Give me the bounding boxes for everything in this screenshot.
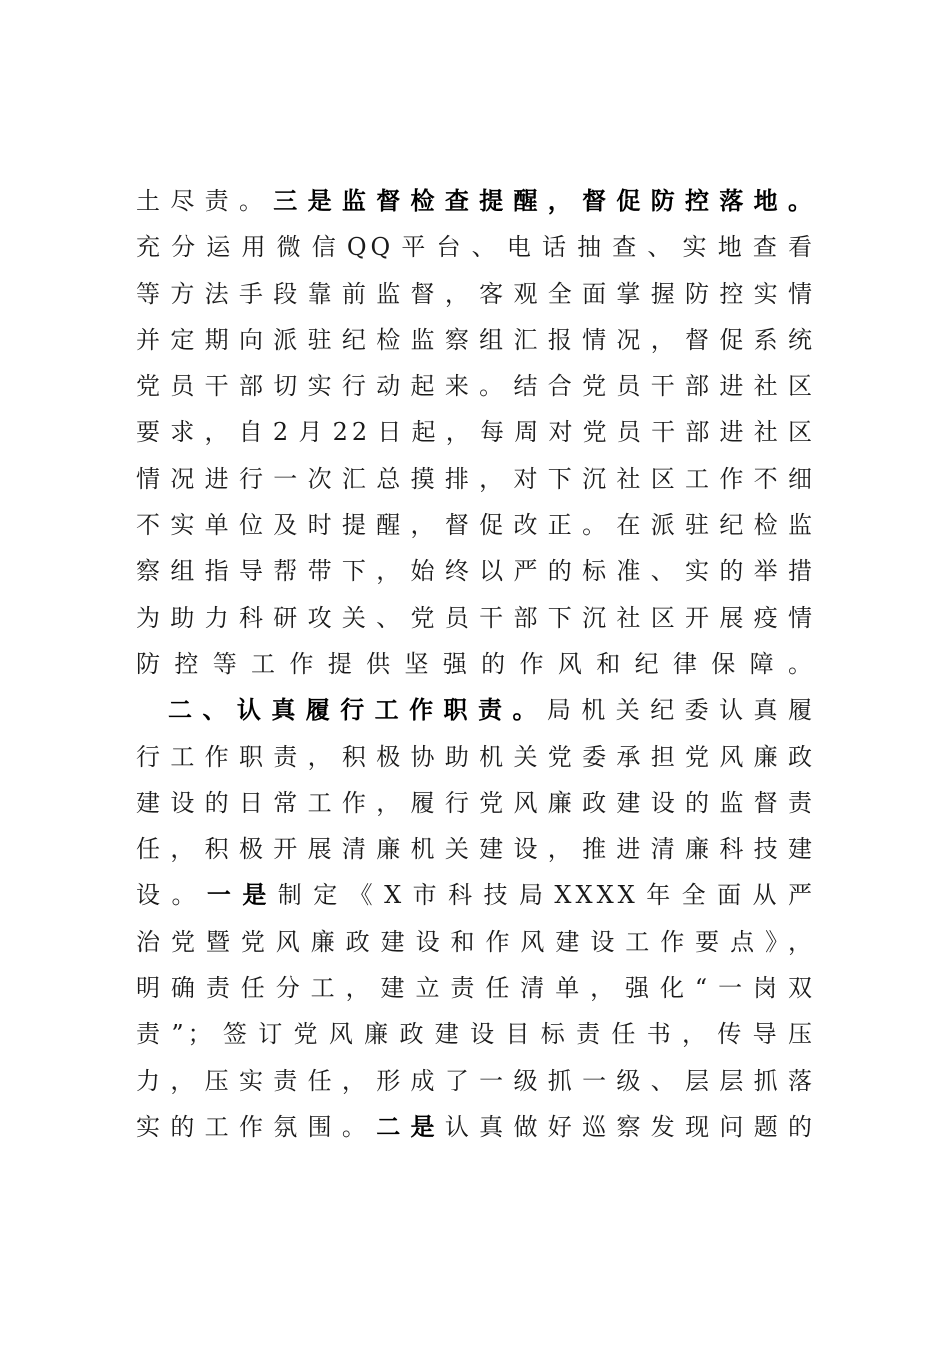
- bold-text-segment: 二、认真履行工作职责。: [168, 695, 547, 725]
- text-segment: 充分运用微信QQ平台、电话抽查、实地查看: [136, 233, 816, 262]
- text-segment: 力，压实责任，形成了一级抓一级、层层抓落: [136, 1066, 816, 1095]
- text-line: [136, 1104, 816, 1150]
- text-segment: 察组指导帮带下，始终以严的标准、实的举措: [136, 557, 816, 586]
- text-line: [136, 363, 816, 409]
- body-text: [136, 178, 816, 1150]
- text-line: [136, 919, 816, 965]
- text-line: [136, 409, 816, 455]
- text-line: [136, 1011, 816, 1057]
- text-segment: 建设的日常工作，履行党风廉政建设的监督责: [136, 788, 816, 817]
- text-segment: 治党暨党风廉政建设和作风建设工作要点》，: [136, 927, 816, 956]
- text-line: [136, 965, 816, 1011]
- text-segment: 明确责任分工，建立责任清单，强化“一岗双: [136, 974, 816, 1003]
- text-line: [136, 687, 816, 733]
- text-segment: 不实单位及时提醒，督促改正。在派驻纪检监: [136, 511, 816, 540]
- text-segment: 认真做好巡察发现问题的: [444, 1112, 817, 1141]
- bold-text-segment: 一是: [206, 880, 278, 910]
- text-segment: 任，积极开展清廉机关建设，推进清廉科技建: [136, 835, 816, 864]
- text-line: [136, 224, 816, 270]
- text-segment: 为助力科研攻关、党员干部下沉社区开展疫情: [136, 603, 816, 632]
- text-line: [136, 734, 816, 780]
- text-segment: 责”；签订党风廉政建设目标责任书，传导压: [136, 1020, 816, 1049]
- text-line: [136, 1058, 816, 1104]
- text-line: [136, 548, 816, 594]
- text-line: [136, 872, 816, 918]
- text-segment: 并定期向派驻纪检监察组汇报情况，督促系统: [136, 325, 816, 354]
- bold-text-segment: 三是监督检查提醒，督促防控落地。: [273, 186, 817, 215]
- text-segment: 局机关纪委认真履: [546, 696, 817, 725]
- text-segment: 情况进行一次汇总摸排，对下沉社区工作不细: [136, 464, 816, 493]
- text-segment: 等方法手段靠前监督，客观全面掌握防控实情: [136, 279, 816, 308]
- text-segment: 行工作职责，积极协助机关党委承担党风廉政: [136, 742, 816, 771]
- text-line: [136, 178, 816, 224]
- text-line: [136, 826, 816, 872]
- text-line: [136, 502, 816, 548]
- text-line: [136, 317, 816, 363]
- text-line: [136, 456, 816, 502]
- bold-text-segment: 二是: [376, 1111, 445, 1141]
- text-line: [136, 271, 816, 317]
- text-segment: 实的工作氛围。: [136, 1112, 377, 1141]
- text-line: [136, 595, 816, 641]
- text-segment: 设。: [136, 881, 207, 910]
- text-line: [136, 780, 816, 826]
- text-segment: 制定《X市科技局XXXX年全面从严: [277, 881, 816, 910]
- text-segment: 土尽责。: [136, 187, 274, 215]
- text-line: [136, 641, 816, 687]
- text-segment: 防控等工作提供坚强的作风和纪律保障。: [136, 649, 816, 678]
- text-segment: 党员干部切实行动起来。结合党员干部进社区: [136, 372, 816, 401]
- text-segment: 要求，自2月22日起，每周对党员干部进社区: [136, 418, 816, 447]
